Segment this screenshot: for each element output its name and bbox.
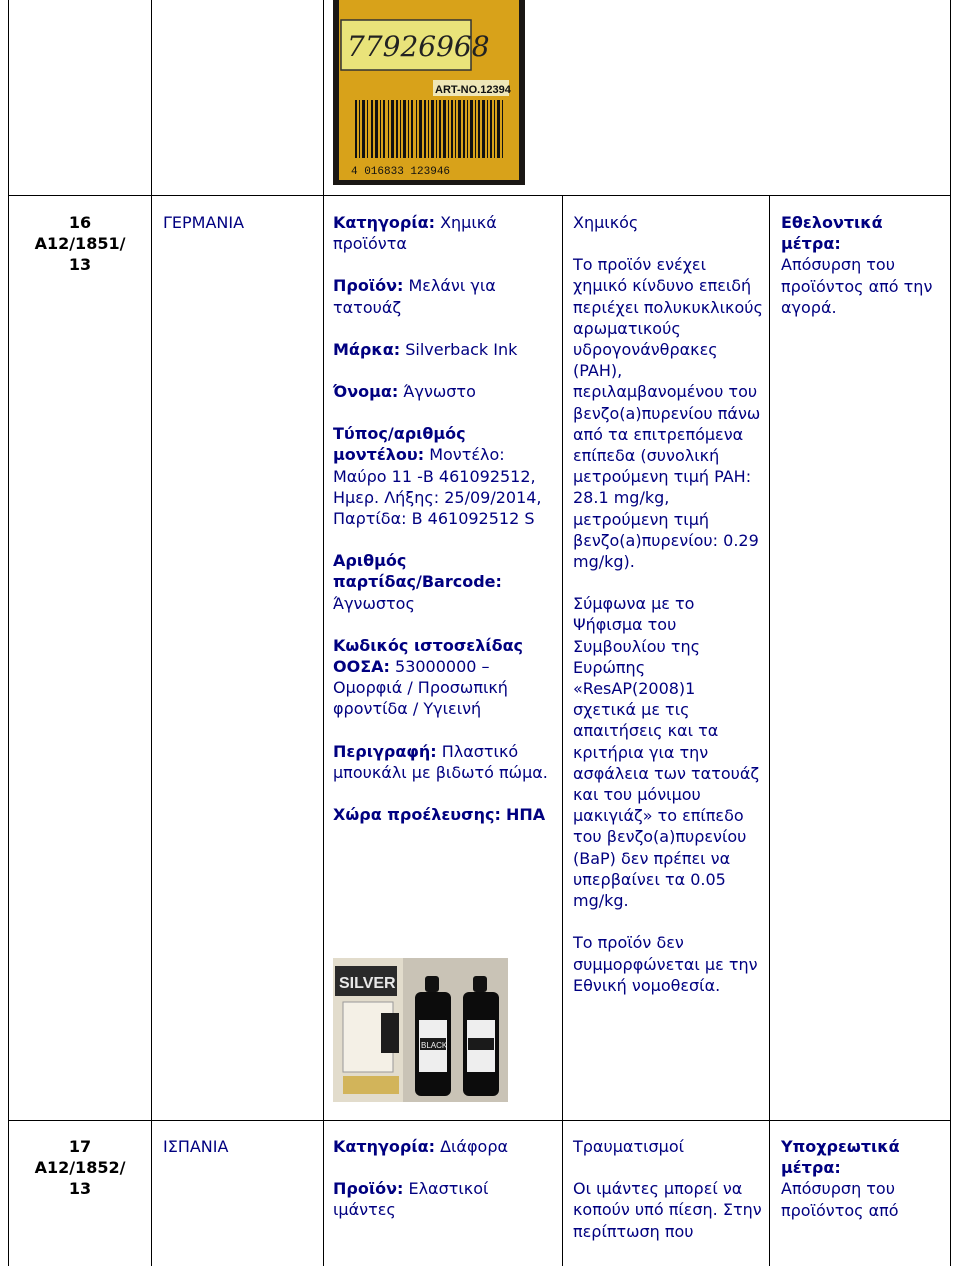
barcode-label-image [333,0,525,185]
row-divider-1 [8,195,951,196]
category-value: Χημικά προϊόντα [333,213,497,254]
row16-number [10,212,150,276]
name-label: Όνομα: [333,382,399,402]
risk-type: Χημικός [573,213,639,232]
col-divider-2 [323,0,324,1266]
row17-product-info [333,1136,555,1221]
risk-paragraph-1: Το προϊόν ενέχει χημικό κίνδυνο επειδή περιέχει πολυκυκλικούς αρωματικούς υδρογονάνθρακες (PAH), περιλαμβανομένου του βενζο(a)πυρενίου πάνω από τα επιτρεπόμενα επίπεδα (συνολική μετρούμενη τιμή PAH: 28.1 mg/kg, μετρούμενη τιμή βενζο(a)πυρενίου: 0.29 mg/kg). [573,255,763,572]
bottle-brand-text: SILVER [339,975,396,992]
oecd-value: 53000000 – Ομορφιά / Προσωπική φροντίδα / Υγιεινή [333,657,508,719]
origin-label: Χώρα προέλευσης: [333,805,501,825]
product-label: Προϊόν: [333,276,404,296]
risk-paragraph-3: Το προϊόν δεν συμμορφώνεται με την Εθνική νομοθεσία. [573,933,758,995]
table-border-left [8,0,9,1266]
row-divider-2 [8,1120,951,1121]
brand-label: Μάρκα: [333,339,401,359]
description-value: Πλαστικό μπουκάλι με βιδωτό πώμα. [333,741,548,782]
origin-value: ΗΠΑ [505,805,546,825]
row16-product-info [333,212,555,825]
table-border-right [950,0,951,1266]
row17-risk [573,1136,763,1242]
row17-country: ΙΣΠΑΝΙΑ [163,1137,229,1156]
barcode-digits: 4 016833 123946 [351,166,451,178]
row17-number-line3: 13 [68,1179,92,1199]
measures-value: Απόσυρση του προϊόντος από την αγορά. [781,255,933,317]
risk-paragraph-1: Οι ιμάντες μπορεί να κοπούν υπό πίεση. Στην περίπτωση που [573,1179,762,1241]
description-label: Περιγραφή: [333,741,437,761]
col-divider-3 [562,195,563,1266]
col-divider-4 [769,195,770,1266]
row16-number-line2: A12/1851/ [34,234,126,254]
row16-risk [573,212,763,996]
row17-number-line1: 17 [68,1137,92,1156]
oecd-label: Κωδικός ιστοσελίδας ΟΟΣΑ: [333,635,524,677]
measures-value: Απόσυρση του προϊόντος από [781,1179,899,1220]
row17-number-line2: A12/1852/ [34,1158,126,1178]
col-divider-1 [151,0,152,1266]
product-value: Ελαστικοί ιμάντες [333,1179,489,1220]
handwritten-code: 77926968 [347,30,490,63]
measures-label: Υποχρεωτικά μέτρα: [781,1137,900,1178]
product-label: Προϊόν: [333,1179,404,1199]
category-value: Διάφορα [440,1137,509,1156]
row16-country: ΓΕΡΜΑΝΙΑ [163,213,245,232]
measures-label: Εθελοντικά μέτρα: [781,213,883,254]
product-value: Μελάνι για τατουάζ [333,276,496,317]
product-label-photo [333,0,525,185]
ink-bottles-image [333,958,508,1102]
row17-measures [781,1136,946,1221]
batch-value: Άγνωστος [333,593,415,613]
risk-type: Τραυματισμοί [573,1137,685,1156]
row16-measures [781,212,946,318]
name-value: Άγνωστο [403,382,476,402]
row17-number [10,1136,150,1200]
bottle-label-text: BLACK [421,1041,448,1050]
brand-value: Silverback Ink [405,339,518,359]
art-no-text: ART-NO.12394 [435,84,511,96]
category-label: Κατηγορία: [333,213,435,232]
risk-paragraph-2: Σύμφωνα με το Ψήφισμα του Συμβουλίου της Ευρώπης «ResAP(2008)1 σχετικά με τις απαιτήσεις και τα κριτήρια για την ασφάλεια των τατουάζ και του μόνιμου μακιγιάζ» το επίπεδο του βενζο(a)πυρενίου (BaP) δεν πρέπει να υπερβαίνει τα 0.05 mg/kg. [573,594,760,911]
model-label: Τύπος/αριθμός μοντέλου: [333,424,466,465]
category-label: Κατηγορία: [333,1137,435,1156]
row16-number-line1: 16 [68,213,92,232]
bottles-photo [333,958,508,1102]
batch-label: Αριθμός παρτίδας/Barcode: [333,551,502,592]
row16-number-line3: 13 [68,255,92,275]
model-value: Μοντέλο: Μαύρο 11 -B 461092512, Ημερ. Λήξης: 25/09/2014, Παρτίδα: B 461092512 S [333,445,542,529]
